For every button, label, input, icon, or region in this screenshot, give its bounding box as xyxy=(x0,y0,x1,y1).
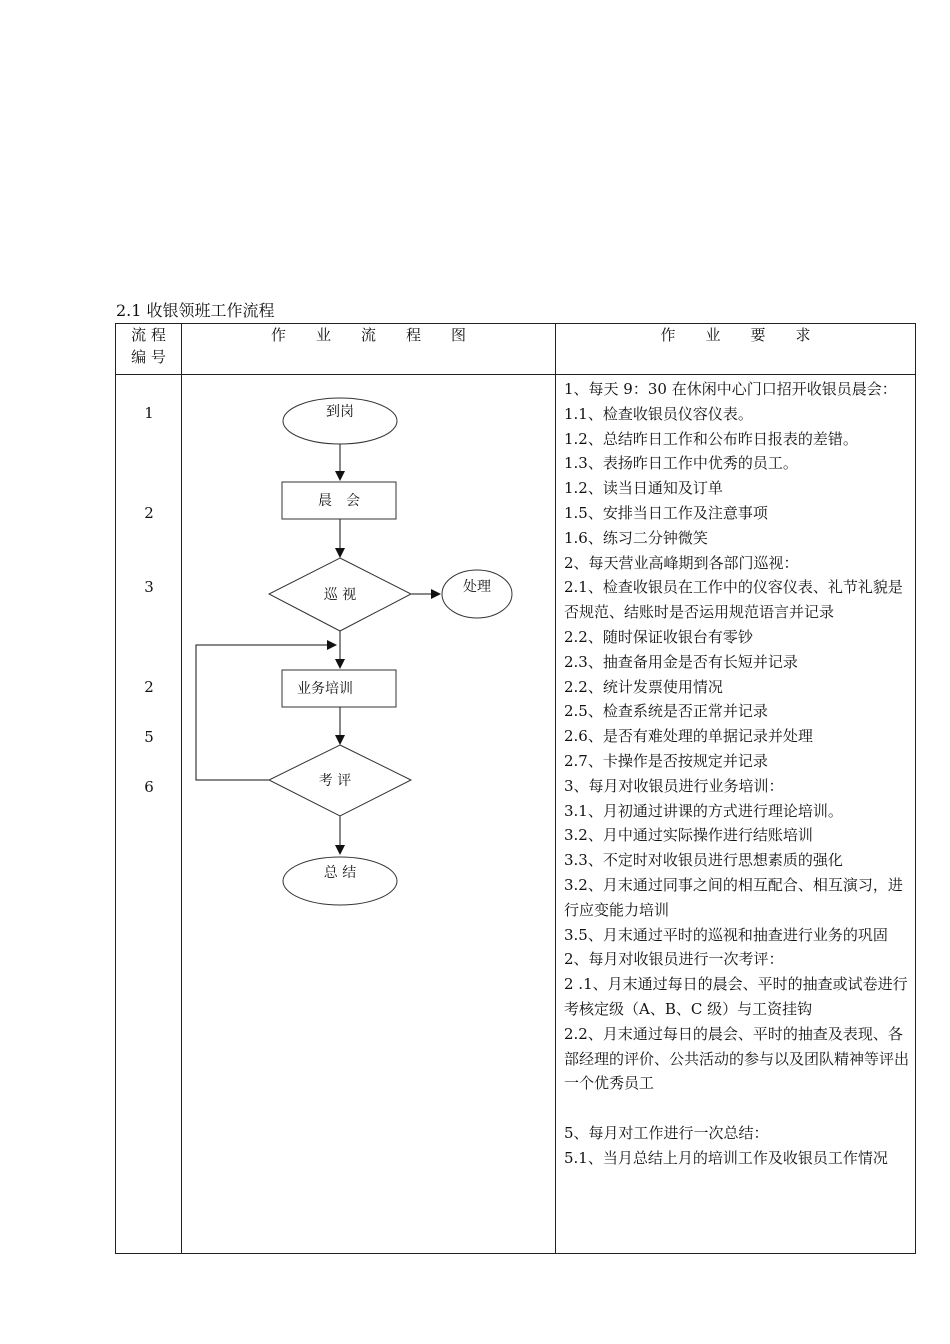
requirement-line: 2.2、统计发票使用情况 xyxy=(564,677,723,696)
node-summary-label: 总 结 xyxy=(323,865,357,881)
requirement-line: 2.2、月末通过每日的晨会、平时的抽查及表现、各部经理的评价、公共活动的参与以及团队精神等评出一个优秀员工 xyxy=(564,1024,910,1093)
requirement-line: 1.1、检查收银员仪容仪表。 xyxy=(564,404,753,423)
header-number-line1: 流 程 xyxy=(131,326,166,344)
node-patrol-label: 巡 视 xyxy=(323,587,357,603)
flow-number: 2 xyxy=(144,504,154,522)
requirement-line: 2、每天营业高峰期到各部门巡视： xyxy=(564,553,799,572)
node-handle-label: 处理 xyxy=(463,579,491,595)
node-morning-meeting-label: 晨 会 xyxy=(318,493,360,509)
requirement-line: 2.6、是否有难处理的单据记录并处理 xyxy=(564,727,813,746)
requirements-cell xyxy=(556,375,916,1254)
flow-number: 1 xyxy=(144,404,154,422)
requirement-line: 2.1、检查收银员在工作中的仪容仪表、礼节礼貌是否规范、结账时是否运用规范语言并记录 xyxy=(564,578,903,622)
requirement-line: 1.5、安排当日工作及注意事项 xyxy=(564,503,768,522)
flow-number: 5 xyxy=(144,728,154,746)
requirement-line: 2.5、检查系统是否正常并记录 xyxy=(564,702,768,721)
workflow-table xyxy=(115,323,916,1254)
requirement-line: 1.6、练习二分钟微笑 xyxy=(564,528,708,547)
requirement-line: 1.2、总结昨日工作和公布昨日报表的差错。 xyxy=(564,429,858,448)
header-req-col: 作 业 要 求 xyxy=(556,324,916,375)
requirement-line: 2.7、卡操作是否按规定并记录 xyxy=(564,751,768,770)
number-column xyxy=(116,375,182,1254)
header-flow-col: 作 业 流 程 图 xyxy=(182,324,556,375)
requirement-line: 2.2、随时保证收银台有零钞 xyxy=(564,627,753,646)
flow-chart-cell xyxy=(182,375,556,1254)
header-number-col xyxy=(116,324,182,375)
node-evaluate-label: 考 评 xyxy=(318,773,352,789)
requirement-line: 2 .1、月末通过每日的晨会、平时的抽查或试卷进行考核定级（A、B、C 级）与工资挂钩 xyxy=(564,975,908,1018)
node-training-label: 业务培训 xyxy=(297,681,353,697)
table-header-row xyxy=(116,324,916,375)
requirement-line: 2、每月对收银员进行一次考评： xyxy=(564,950,784,969)
requirement-line: 1.2、读当日通知及订单 xyxy=(564,479,723,498)
requirement-line: 3.2、月末通过同事之间的相互配合、相互演习，进行应变能力培训 xyxy=(564,875,903,919)
node-arrive-label: 到岗 xyxy=(326,404,354,420)
flow-chart xyxy=(182,375,556,935)
requirement-line: 3.2、月中通过实际操作进行结账培训 xyxy=(564,826,813,845)
table-body-row xyxy=(116,375,916,1254)
flow-number: 6 xyxy=(144,778,154,796)
requirement-line: 5.1、当月总结上月的培训工作及收银员工作情况 xyxy=(564,1148,888,1167)
requirement-line xyxy=(564,1096,909,1121)
flow-number: 2 xyxy=(144,678,154,696)
flow-number: 3 xyxy=(144,578,154,596)
requirement-line: 5、每月对工作进行一次总结： xyxy=(564,1123,769,1142)
requirement-line: 3.5、月末通过平时的巡视和抽查进行业务的巩固 xyxy=(564,925,888,944)
requirement-line: 3、每月对收银员进行业务培训： xyxy=(564,776,784,795)
requirements-list xyxy=(564,377,909,1171)
document-title: 2.1 收银领班工作流程 xyxy=(116,301,275,320)
requirement-line: 1、每天 9：30 在休闲中心门口招开收银员晨会： xyxy=(564,380,897,398)
requirement-line: 2.3、抽查备用金是否有长短并记录 xyxy=(564,652,798,671)
header-number-line2: 编 号 xyxy=(131,348,166,366)
requirement-line: 3.3、不定时对收银员进行思想素质的强化 xyxy=(564,851,843,870)
requirement-line: 1.3、表扬昨日工作中优秀的员工。 xyxy=(564,454,798,473)
requirement-line: 3.1、月初通过讲课的方式进行理论培训。 xyxy=(564,801,843,820)
